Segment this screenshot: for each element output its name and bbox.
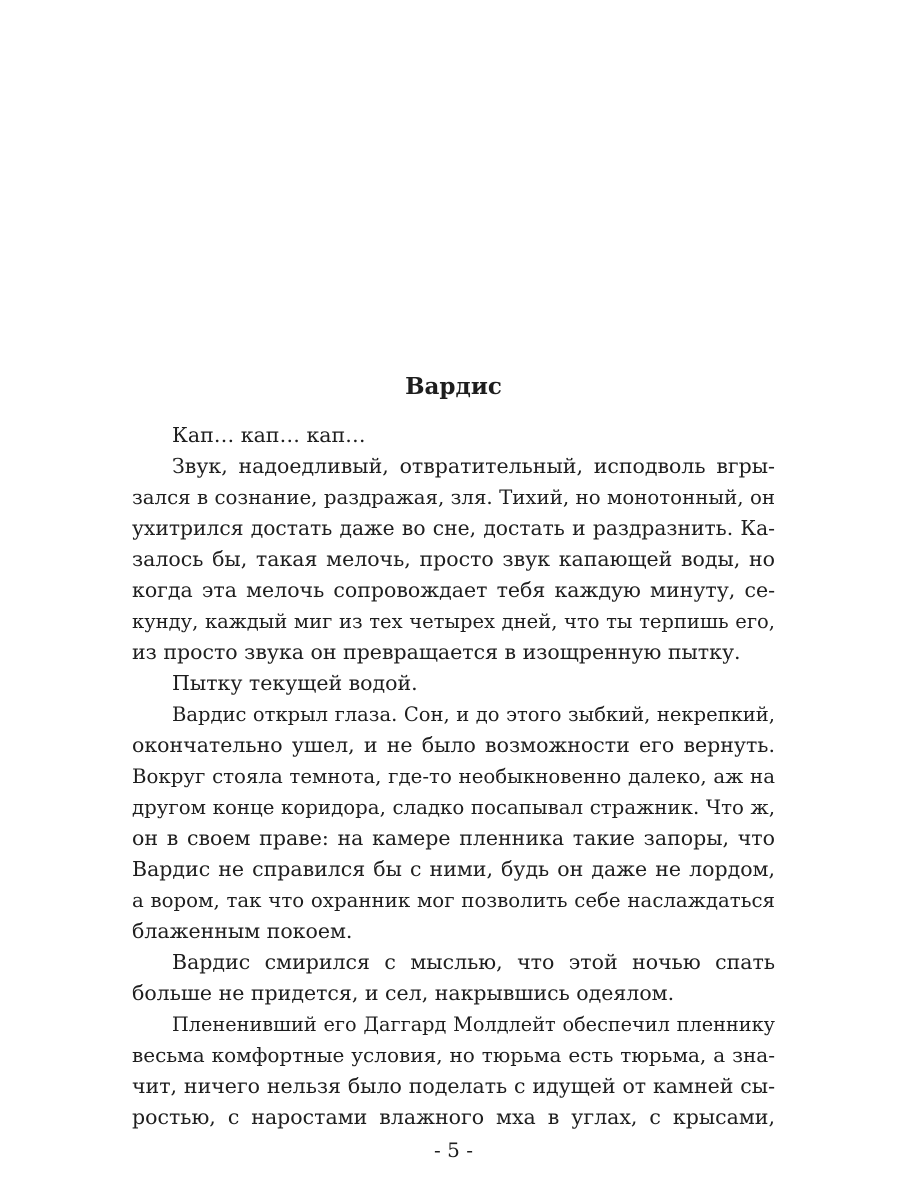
text-line: зался в сознание, раздражая, зля. Тихий, но монотонный, он [132,486,775,509]
text-line: блаженным покоем. [132,919,353,943]
text-line: ростью, с наростами влажного мха в углах, с крысами, [132,1105,775,1129]
text-line: Вардис не справился бы с ними, будь он даже не лордом, [132,857,775,881]
text-line: залось бы, такая мелочь, просто звук капающей воды, но [132,547,775,571]
text-line: чит, ничего нельзя было поделать с идущей от камней сы- [132,1074,775,1098]
text-line: другом конце коридора, сладко посапывал стражник. Что ж, [132,796,775,819]
text-line: когда эта мелочь сопровождает тебя каждую минуту, се- [132,578,775,602]
text-line: Кап… кап… кап… [172,423,366,447]
chapter-title: Вардис [405,373,502,400]
text-line: он в своем праве: на камере пленника такие запоры, что [132,826,775,850]
text-line: ухитрился достать даже во сне, достать и раздразнить. Ка- [132,516,775,540]
text-line: больше не придется, и сел, накрывшись одеялом. [132,981,675,1005]
text-line: Плененивший его Даггард Молдлейт обеспечил пленнику [172,1013,775,1036]
text-line: кунду, каждый миг из тех четырех дней, что ты терпишь его, [132,610,775,633]
text-line: Вардис открыл глаза. Сон, и до этого зыбкий, некрепкий, [172,703,775,726]
text-line: Вокруг стояла темнота, где-то необыкновенно далеко, аж на [132,765,775,788]
text-line: из просто звука он превращается в изощренную пытку. [132,640,741,664]
text-line: а вором, так что охранник мог позволить себе наслаждаться [132,889,775,912]
text-line: Звук, надоедливый, отвратительный, исподволь вгры- [172,454,775,478]
text-line: окончательно ушел, и не было возможности его вернуть. [132,733,775,757]
text-line: весьма комфортные условия, но тюрьма есть тюрьма, а зна- [132,1043,775,1067]
body-text [132,420,775,1133]
book-page [132,0,775,1200]
text-line: Вардис смирился с мыслью, что этой ночью спать [172,950,775,974]
text-line: Пытку текущей водой. [172,671,418,695]
page-number: - 5 - [434,1138,473,1162]
